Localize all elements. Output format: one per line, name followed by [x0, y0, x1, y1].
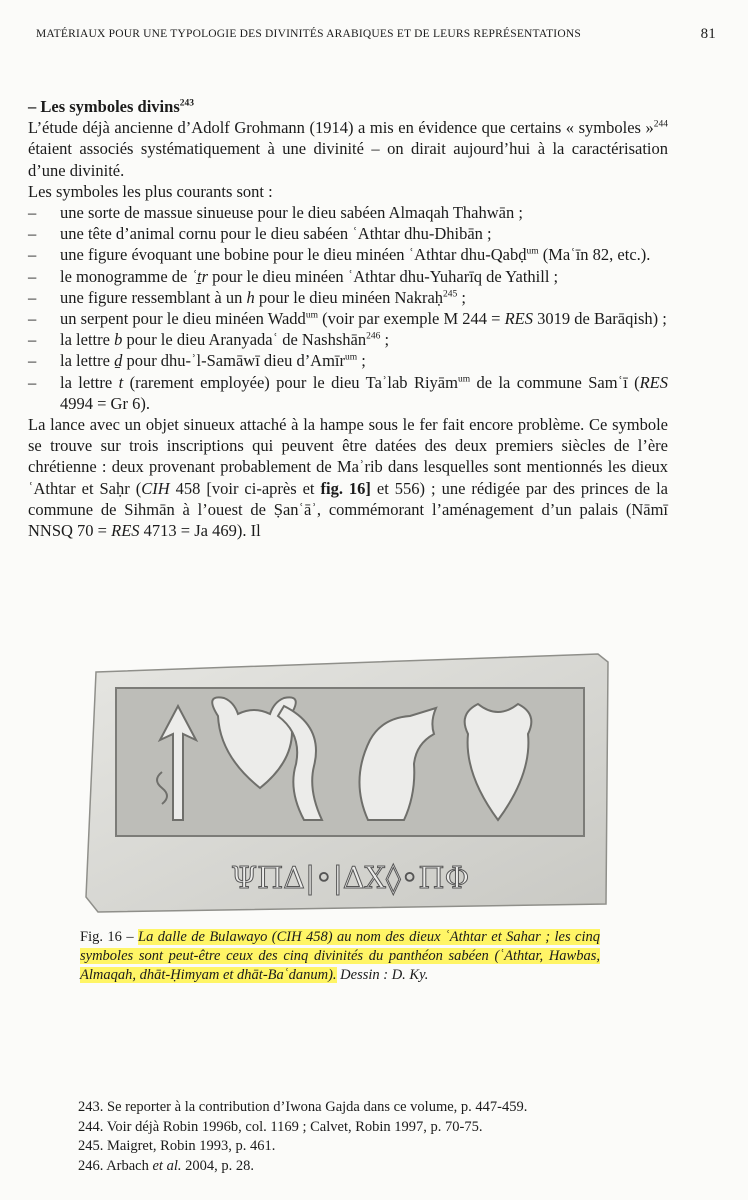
footnote: 243. Se reporter à la contribution d’Iwona Gajda dans ce volume, p. 447-459. [78, 1099, 528, 1115]
list-item: – une figure évoquant une bobine pour le dieu minéen ʿAthtar dhu-Qabḍ$^{um}$ (Maʿīn 82, etc.). [28, 245, 651, 265]
caption-highlight: La dalle de Bulawayo (CIH 458) au nom des dieux ʿAthtar et Sahar ; les cinq symboles sont peut-être ceux des cinq divinités du panthéon sabéen (ʿAthtar, Hawbas, Almaqah, dhāt-Ḥimyam et dhāt-Baʿdanum). [80, 929, 600, 984]
list-item: – la lettre ḏ pour dhu-ʾl-Samāwī dieu d’Amīr$^{um}$ ; [28, 351, 366, 371]
list-item: – une figure ressemblant à un h pour le dieu minéen Nakraḥ$^{245}$ ; [28, 287, 467, 307]
running-header [36, 28, 716, 40]
caption-credit: Dessin : D. Ky. [336, 967, 429, 984]
page-number: 81 [700, 26, 716, 42]
paragraph-intro: L’étude déjà ancienne d’Adolf Grohmann (1914) a mis en évidence que certains « symboles »$^{244}$ étaient associés systématiquement à une divinité – on dirait aujourd’hui à la caractérisation d’une divinité. [28, 118, 668, 180]
footnote: 246. Arbach et al. 2004, p. 28. [78, 1157, 254, 1174]
list-item: – une sorte de massue sinueuse pour le dieu sabéen Almaqah Thahwān ; [28, 203, 523, 223]
footnote: 245. Maigret, Robin 1993, p. 461. [78, 1138, 276, 1155]
running-title: MATÉRIAUX POUR UNE TYPOLOGIE DES DIVINITÉS ARABIQUES ET DE LEURS REPRÉSENTATIONS [36, 28, 581, 40]
footnote-ref: 245 [443, 289, 458, 300]
footnote-ref: 246 [366, 331, 381, 342]
paragraph-lance: La lance avec un objet sinueux attaché à la hampe sous le fer fait encore problème. Ce symbole se trouve sur trois inscriptions qui peuvent être datées des deux premiers siècles de l’ère chrétienne : deux provenant probablement de Maʾrib dans lesquelles sont mentionnés les dieux ʿAthtar et Saḥr (CIH 458 [voir ci-après et fig. 16] et 556) ; une rédigée par des princes de la commune de Sihmān à l’ouest de Ṣanʿāʾ, commémorant l’aménagement d’un palais (Nāmī NNSQ 70 = RES 4713 = Ja 469). Il [28, 415, 669, 541]
figure-16-slab-image [78, 642, 612, 917]
figure-caption [80, 928, 600, 986]
stone-slab-drawing [78, 642, 612, 917]
inscription-text: ΨΠΔ|◦|ΔX◊◦ΠΦ [230, 861, 470, 896]
list-item: – la lettre b pour le dieu Aranyadaʿ de Nashshān$^{246}$ ; [28, 330, 390, 350]
list-intro: Les symboles les plus courants sont : [28, 181, 273, 201]
list-item: – le monogramme de ʿṯr pour le dieu minéen ʿAthtar dhu-Yuharīq de Yathill ; [28, 266, 559, 286]
caption-label: Fig. 16 – [80, 929, 139, 945]
list-item: – la lettre t (rarement employée) pour le dieu Taʾlab Riyām$^{um}$ de la commune Samʿī (RES 4994 = Gr 6). [28, 372, 668, 413]
footnote: 244. Voir déjà Robin 1996b, col. 1169 ; Calvet, Robin 1997, p. 70-75. [78, 1118, 483, 1135]
list-item: – une tête d’animal cornu pour le dieu sabéen ʿAthtar dhu-Dhibān ; [28, 224, 492, 244]
footnotes [78, 1098, 527, 1176]
list-item: – un serpent pour le dieu minéen Wadd$^{um}$ (voir par exemple M 244 = RES 3019 de Barāqish) ; [28, 309, 667, 329]
section-heading: – Les symboles divins$^{243}$ [28, 97, 194, 116]
footnote-ref: 244 [653, 119, 668, 130]
main-text [28, 96, 668, 541]
footnote-ref: 243 [179, 98, 194, 109]
